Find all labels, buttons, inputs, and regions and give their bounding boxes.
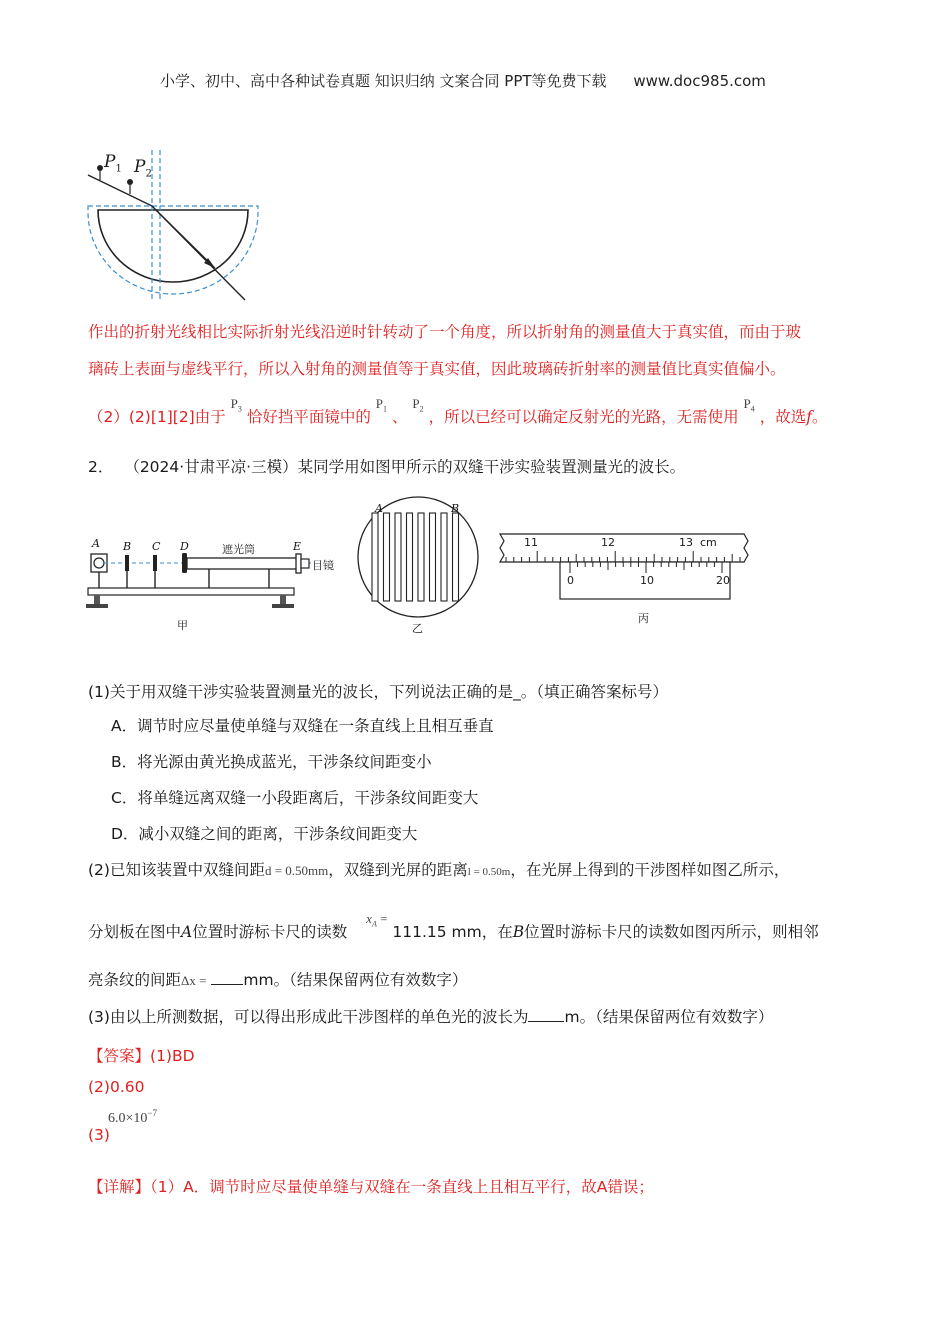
figure-yi-fringes [352, 495, 487, 620]
l-expression: l = 0.50m [467, 866, 511, 878]
label-yi: 乙 [412, 622, 423, 635]
question-1: (1)关于用双缝干涉实验装置测量光的波长，下列说法正确的是_。（填正确答案标号） [88, 683, 668, 701]
yi-label-b: B [451, 502, 460, 515]
dx-expression: Δx = [181, 973, 207, 988]
fringe-stripe [453, 513, 459, 601]
label-jia: 甲 [177, 619, 188, 632]
vernier-tick-20: 20 [716, 574, 730, 587]
fringe-stripe [441, 513, 447, 601]
answer-line-2: (2)0.60 [88, 1078, 145, 1096]
unit-cm: cm [700, 536, 717, 549]
option-c: C．将单缝远离双缝一小段距离后，干涉条纹间距变大 [111, 789, 479, 807]
detail-line-1: 【详解】（1）A．调节时应尽量使单缝与双缝在一条直线上且相互平行，故A错误； [88, 1178, 654, 1196]
d-expression: d = 0.50mm [264, 863, 329, 878]
fringe-stripe [418, 513, 424, 601]
header-url[interactable]: www.doc985.com [633, 72, 766, 90]
vernier-tick-10: 10 [640, 574, 654, 587]
option-d: D．减小双缝之间的距离，干涉条纹间距变大 [111, 825, 418, 843]
yi-label-a: A [375, 502, 383, 515]
option-b: B．将光源由黄光换成蓝光，干涉条纹间距变小 [111, 753, 432, 771]
page-header [160, 70, 766, 91]
fringe-stripe [430, 513, 436, 601]
semicircle-block [98, 210, 248, 282]
shading-tube [187, 558, 299, 569]
label-p1: $P_1$ [104, 152, 122, 175]
dashed-outline [88, 206, 258, 294]
p1-symbol: P1 [375, 396, 388, 414]
label-p2: $P_2$ [134, 157, 152, 180]
refracted-ray-2 [152, 206, 215, 268]
question-2-line-2: 分划板在图中A位置时游标卡尺的读数 $^{x_A =}$ 111.15 mm，在B位置时游标卡尺的读数如图丙所示，则相邻 [88, 911, 819, 941]
analysis-part-2: （2）(2)[1][2]由于 $^{P_3}$ 恰好挡平面镜中的 $^{P_1}$ 、 $^{P_2}$ ，所以已经可以确定反射光的光路，无需使用 $^{P_4}$ ，故选f。 [88, 396, 828, 426]
p4-symbol: P4 [743, 396, 755, 414]
fringe-stripe [372, 513, 378, 601]
answer-3-value: $6.0\times 10^{-7}$ [108, 1108, 157, 1127]
label-bing: 丙 [638, 612, 649, 625]
incident-ray [88, 175, 152, 206]
xa-symbol: xA = [366, 911, 388, 929]
answer-label: 【答案】 [88, 1047, 151, 1065]
label-c: C [152, 540, 161, 553]
option-a: A．调节时应尽量使单缝与双缝在一条直线上且相互垂直 [111, 717, 494, 735]
label-eyepiece: 目镜 [312, 559, 334, 572]
p3-symbol: P3 [230, 396, 242, 414]
main-tick-13: 13 [679, 536, 693, 549]
fringe-stripe [395, 513, 401, 601]
label-a: A [92, 537, 100, 550]
component-c [153, 555, 157, 571]
main-tick-11: 11 [524, 536, 538, 549]
question-stem: 2． （2024·甘肃平凉·三模）某同学用如图甲所示的双缝干涉实验装置测量光的波长。 [88, 458, 686, 476]
answer-blank-dx[interactable] [211, 970, 243, 985]
header-text: 小学、初中、高中各种试卷真题 知识归纳 文案合同 PPT等免费下载 [160, 72, 607, 90]
main-tick-12: 12 [601, 536, 615, 549]
label-tube: 遮光筒 [222, 543, 255, 556]
question-number: 2． [88, 458, 114, 476]
question-2-line-1: (2)已知该装置中双缝间距d = 0.50mm，双缝到光屏的距离l = 0.50m，在光屏上得到的干涉图样如图乙所示， [88, 861, 790, 879]
label-e: E [293, 540, 302, 553]
component-b [125, 555, 129, 571]
question-3: (3)由以上所测数据，可以得出形成此干涉图样的单色光的波长为 m。（结果保留两位有效数字） [88, 1008, 774, 1026]
answer-line-1: 【答案】(1)BD [88, 1047, 195, 1065]
analysis-line-1: 作出的折射光线相比实际折射光线沿逆时针转动了一个角度，所以折射角的测量值大于真实值，而由于玻 [88, 323, 802, 341]
answer-line-3: (3) [88, 1126, 110, 1144]
vernier-tick-0: 0 [567, 574, 574, 587]
label-b: B [123, 540, 132, 553]
fringe-stripe [384, 513, 390, 601]
figure-jia-optical-bench [82, 530, 344, 615]
answer-blank-wavelength[interactable] [528, 1007, 564, 1022]
question-2-line-3: 亮条纹的间距Δx = mm。（结果保留两位有效数字） [88, 971, 468, 989]
analysis-line-2: 璃砖上表面与虚线平行，所以入射角的测量值等于真实值，因此玻璃砖折射率的测量值比真实值偏小。 [88, 360, 786, 378]
component-e [296, 554, 301, 573]
fringe-stripe [407, 513, 413, 601]
p2-symbol: P2 [412, 396, 424, 414]
label-d: D [180, 540, 189, 553]
component-d [182, 553, 187, 573]
detail-label: 【详解】 [88, 1178, 151, 1196]
